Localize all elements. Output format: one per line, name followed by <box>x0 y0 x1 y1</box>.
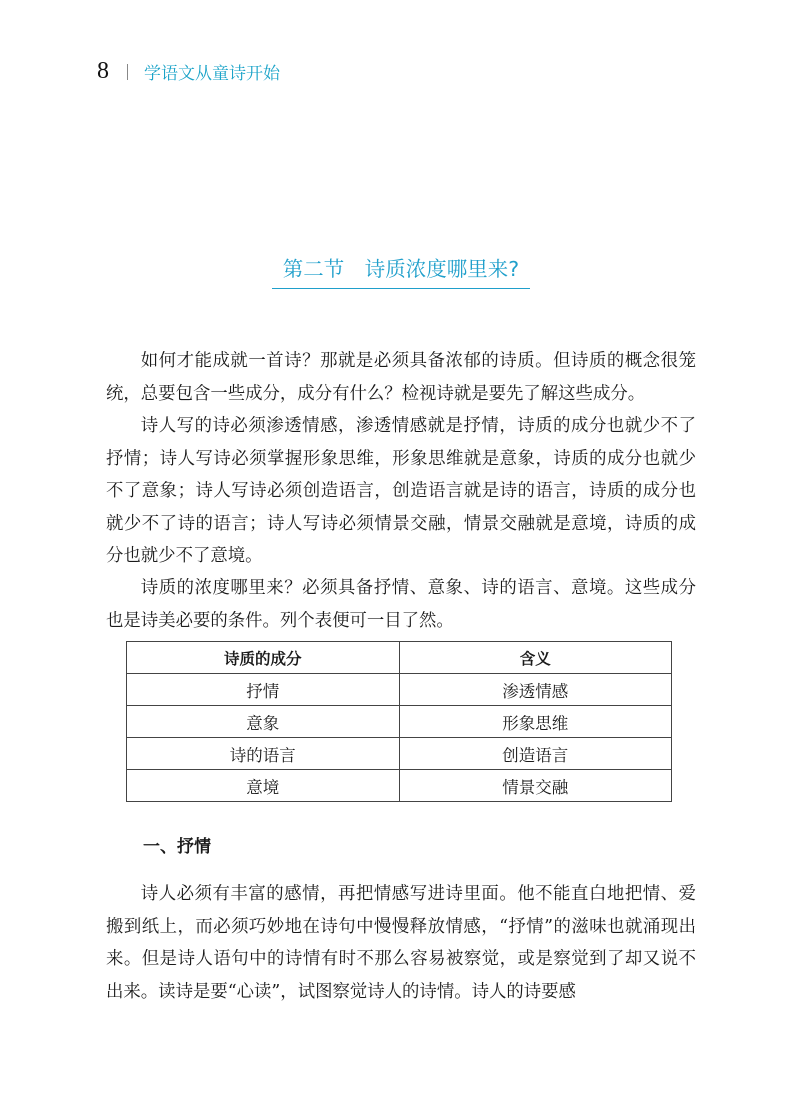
table-row <box>127 770 672 802</box>
table-cell: 创造语言 <box>399 738 672 770</box>
paragraph-2: 诗人写的诗必须渗透情感，渗透情感就是抒情，诗质的成分也就少不了抒情；诗人写诗必须掌握形象思维，形象思维就是意象，诗质的成分也就少不了意象；诗人写诗必须创造语言，创造语言就是诗的语言，诗质的成分也就少不了诗的语言；诗人写诗必须情景交融，情景交融就是意境，诗质的成分也就少不了意境。 <box>106 416 696 566</box>
table-header-meaning: 含义 <box>399 642 672 674</box>
paragraph-1: 如何才能成就一首诗？那就是必须具备浓郁的诗质。但诗质的概念很笼统，总要包含一些成分，成分有什么？检视诗就是要先了解这些成分。 <box>106 351 696 404</box>
composition-table <box>126 641 672 802</box>
table-cell: 形象思维 <box>399 706 672 738</box>
running-header <box>97 58 280 85</box>
page-number: 8 <box>97 58 109 84</box>
section-title: 第二节 诗质浓度哪里来? <box>272 252 530 289</box>
table-row <box>127 674 672 706</box>
subheading-lyricism: 一、抒情 <box>143 837 211 857</box>
table-cell: 诗的语言 <box>127 738 400 770</box>
table-row <box>127 738 672 770</box>
table-row <box>127 706 672 738</box>
table-cell: 情景交融 <box>399 770 672 802</box>
table-cell: 意境 <box>127 770 400 802</box>
paragraph-3: 诗质的浓度哪里来？必须具备抒情、意象、诗的语言、意境。这些成分也是诗美必要的条件。列个表便可一目了然。 <box>106 578 696 631</box>
header-divider <box>127 64 128 80</box>
table-header-row <box>127 642 672 674</box>
table-header-component: 诗质的成分 <box>127 642 400 674</box>
paragraph-4: 诗人必须有丰富的感情，再把情感写进诗里面。他不能直白地把情、爱搬到纸上，而必须巧妙地在诗句中慢慢释放情感，“抒情”的滋味也就涌现出来。但是诗人语句中的诗情有时不那么容易被察觉，或是察觉到了却又说不出来。读诗是要“心读”，试图察觉诗人的诗情。诗人的诗要感 <box>106 884 696 1002</box>
table-cell: 抒情 <box>127 674 400 706</box>
book-title: 学语文从童诗开始 <box>144 64 280 84</box>
table-cell: 意象 <box>127 706 400 738</box>
table-cell: 渗透情感 <box>399 674 672 706</box>
